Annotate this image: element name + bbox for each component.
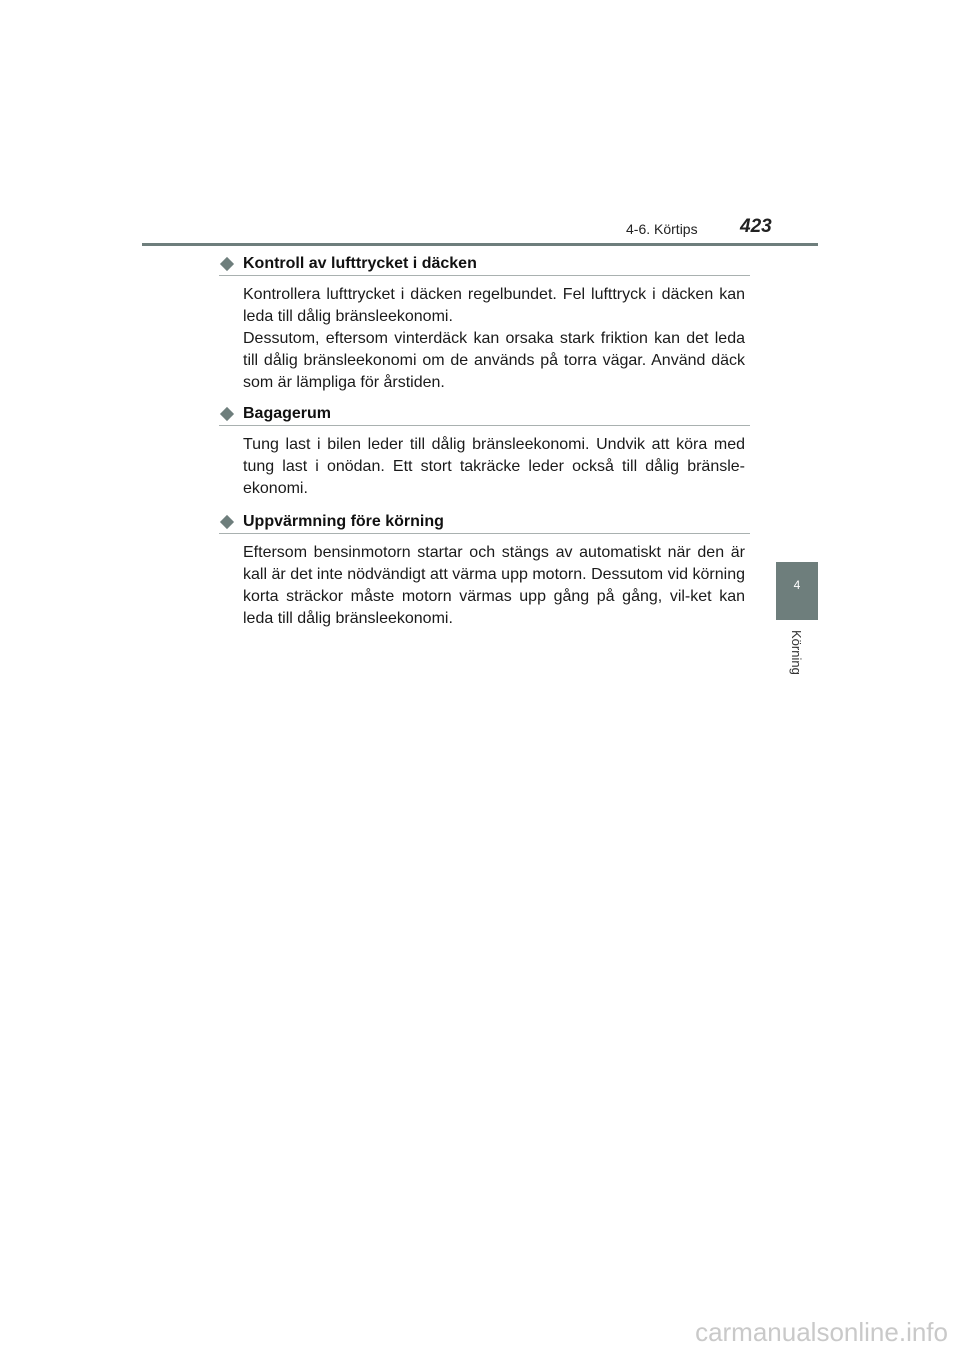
diamond-bullet-icon — [220, 407, 234, 421]
header-section-title: 4-6. Körtips — [626, 221, 698, 237]
section-heading-text: Uppvärmning före körning — [243, 513, 444, 530]
diamond-bullet-icon — [220, 257, 234, 271]
paragraph: Eftersom bensinmotorn startar och stängs av automatiskt när den är kall är det inte nödvändigt att värma upp motorn. Dessutom vid körning korta sträckor måste motorn värmas upp gång på gång, vil-ket kan leda till dålig bränsleekonomi. — [243, 544, 745, 627]
section-body — [243, 434, 745, 500]
section-heading — [219, 511, 750, 534]
header-divider — [142, 243, 818, 246]
section-body — [243, 542, 745, 630]
section-heading — [219, 403, 750, 426]
chapter-number: 4 — [793, 578, 801, 592]
watermark: carmanualsonline.info — [695, 1317, 948, 1347]
section-warm-up — [219, 511, 750, 630]
diamond-bullet-icon — [220, 515, 234, 529]
chapter-label: Körning — [789, 630, 804, 675]
section-heading — [219, 253, 750, 276]
paragraph: Tung last i bilen leder till dålig bränsleekonomi. Undvik att köra med tung last i onödan. Ett stort takräcke leder också till dålig bränsle-ekonomi. — [243, 436, 745, 497]
section-tire-pressure — [219, 253, 750, 394]
page-number: 423 — [740, 216, 772, 237]
section-heading-text: Kontroll av lufttrycket i däcken — [243, 255, 477, 272]
paragraph: Kontrollera lufttrycket i däcken regelbundet. Fel lufttryck i däcken kan leda till dålig bränsleekonomi. — [243, 286, 745, 325]
chapter-tab — [776, 562, 818, 620]
section-heading-text: Bagagerum — [243, 405, 332, 422]
section-luggage — [219, 403, 750, 500]
section-body — [243, 284, 745, 394]
paragraph: Dessutom, eftersom vinterdäck kan orsaka stark friktion kan det leda till dålig bränsleekonomi om de används på torra vägar. Använd däck som är lämpliga för årstiden. — [243, 330, 745, 391]
